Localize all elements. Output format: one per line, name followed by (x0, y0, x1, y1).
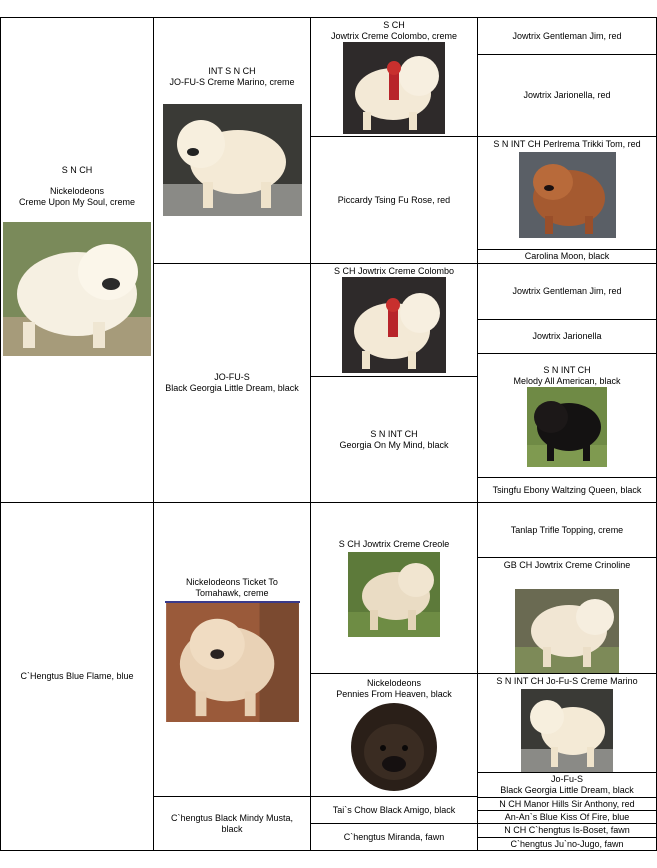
gen3-e-name: S CH Jowtrix Creme Creole (338, 539, 450, 549)
gen3-h-cell (310, 823, 478, 851)
gen3-d-cell (310, 376, 478, 503)
gen3-g-cell (310, 796, 478, 824)
gen3-b-name: Piccardy Tsing Fu Rose, red (337, 194, 451, 205)
gen4-c-photo (519, 152, 616, 238)
gen4-i-cell (477, 502, 657, 558)
gen4-e-name: Jowtrix Gentleman Jim, red (512, 286, 622, 296)
gen4-a-cell (477, 17, 657, 55)
gen4-g-name: Melody All American, black (513, 375, 621, 386)
gen3-a-photo (343, 42, 445, 134)
gen4-o-cell (477, 823, 657, 838)
gen3-f-photo (350, 702, 438, 792)
gen2-a-name: JO-FU-S Creme Marino, creme (169, 76, 295, 87)
gen4-g-photo (527, 387, 607, 467)
gen3-f-title: Nickelodeons (366, 678, 422, 688)
gen4-m-name: N CH Manor Hills Sir Anthony, red (499, 798, 635, 809)
gen3-f-cell (310, 673, 478, 797)
gen3-c-name: S CH Jowtrix Creme Colombo (333, 266, 455, 276)
gen2-b-name: Black Georgia Little Dream, black (165, 383, 299, 393)
gen3-b-cell (310, 136, 478, 264)
gen3-c-photo (342, 277, 446, 373)
dam-name: C`Hengtus Blue Flame, blue (20, 671, 134, 681)
gen2-b-title: JO-FU-S (214, 372, 250, 382)
gen3-h-name: C`hengtus Miranda, fawn (343, 831, 445, 842)
gen4-d-name: Carolina Moon, black (524, 251, 610, 261)
sire-photo (3, 222, 151, 356)
gen3-d-title: S N INT CH (370, 428, 418, 439)
gen4-f-cell (477, 319, 657, 354)
gen2-c-cell (153, 502, 311, 797)
gen4-g-cell (477, 353, 657, 478)
gen2-a-cell (153, 17, 311, 264)
gen3-f-name: Pennies From Heaven, black (336, 689, 452, 699)
gen4-e-cell (477, 263, 657, 320)
gen4-i-name: Tanlap Trifle Topping, creme (510, 524, 624, 535)
gen4-h-name: Tsingfu Ebony Waltzing Queen, black (492, 484, 642, 495)
gen4-m-cell (477, 797, 657, 811)
gen4-n-name: An-An`s Blue Kiss Of Fire, blue (504, 811, 630, 822)
gen3-g-name: Tai`s Chow Black Amigo, black (332, 804, 456, 815)
gen4-j-photo (515, 589, 619, 673)
gen4-b-cell (477, 54, 657, 137)
gen3-d-name: Georgia On My Mind, black (339, 439, 449, 450)
sire-title: S N CH (61, 164, 93, 175)
sire-name: Nickelodeons (49, 185, 105, 196)
gen4-p-cell (477, 837, 657, 851)
gen2-a-title: INT S N CH (208, 65, 256, 76)
gen3-e-cell (310, 502, 478, 674)
gen3-e-photo (348, 552, 440, 637)
gen4-j-name: GB CH Jowtrix Creme Crinoline (503, 560, 631, 570)
sire-cell (0, 17, 154, 503)
gen2-a-photo (163, 104, 302, 216)
gen2-b-cell (153, 263, 311, 503)
gen2-c-photo (165, 601, 300, 722)
gen4-a-name: Jowtrix Gentleman Jim, red (512, 30, 622, 41)
gen3-c-cell (310, 263, 478, 377)
dam-cell (0, 502, 154, 851)
gen4-d-cell (477, 249, 657, 264)
gen4-c-cell (477, 136, 657, 250)
gen4-l-title: Jo-Fu-S (550, 774, 583, 784)
gen4-l-name: Black Georgia Little Dream, black (500, 785, 634, 795)
gen2-d-cell (153, 796, 311, 851)
gen4-o-name: N CH C`hengtus Is-Boset, fawn (504, 825, 630, 835)
gen4-j-cell (477, 557, 657, 674)
gen4-l-cell (477, 772, 657, 798)
gen3-a-name: Jowtrix Creme Colombo, creme (330, 31, 458, 41)
gen4-f-name: Jowtrix Jarionella (532, 331, 602, 341)
gen4-k-photo (521, 689, 613, 773)
gen4-b-name: Jowtrix Jarionella, red (523, 90, 611, 100)
gen4-c-name: S N INT CH Perlrema Trikki Tom, red (493, 139, 641, 149)
gen4-k-cell (477, 673, 657, 773)
gen3-a-cell (310, 17, 478, 137)
gen4-k-name: S N INT CH Jo-Fu-S Creme Marino (496, 676, 638, 686)
gen4-p-name: C`hengtus Ju`no-Jugo, fawn (510, 838, 624, 849)
gen4-g-title: S N INT CH (543, 364, 591, 375)
gen3-a-title: S CH (383, 20, 405, 30)
gen4-h-cell (477, 477, 657, 503)
sire-name-line2: Creme Upon My Soul, creme (18, 196, 136, 207)
gen2-c-name: Nickelodeons Ticket To Tomahawk, creme (186, 577, 278, 598)
gen2-d-name: C`hengtus Black Mindy Musta, black (170, 812, 294, 834)
gen4-n-cell (477, 810, 657, 824)
